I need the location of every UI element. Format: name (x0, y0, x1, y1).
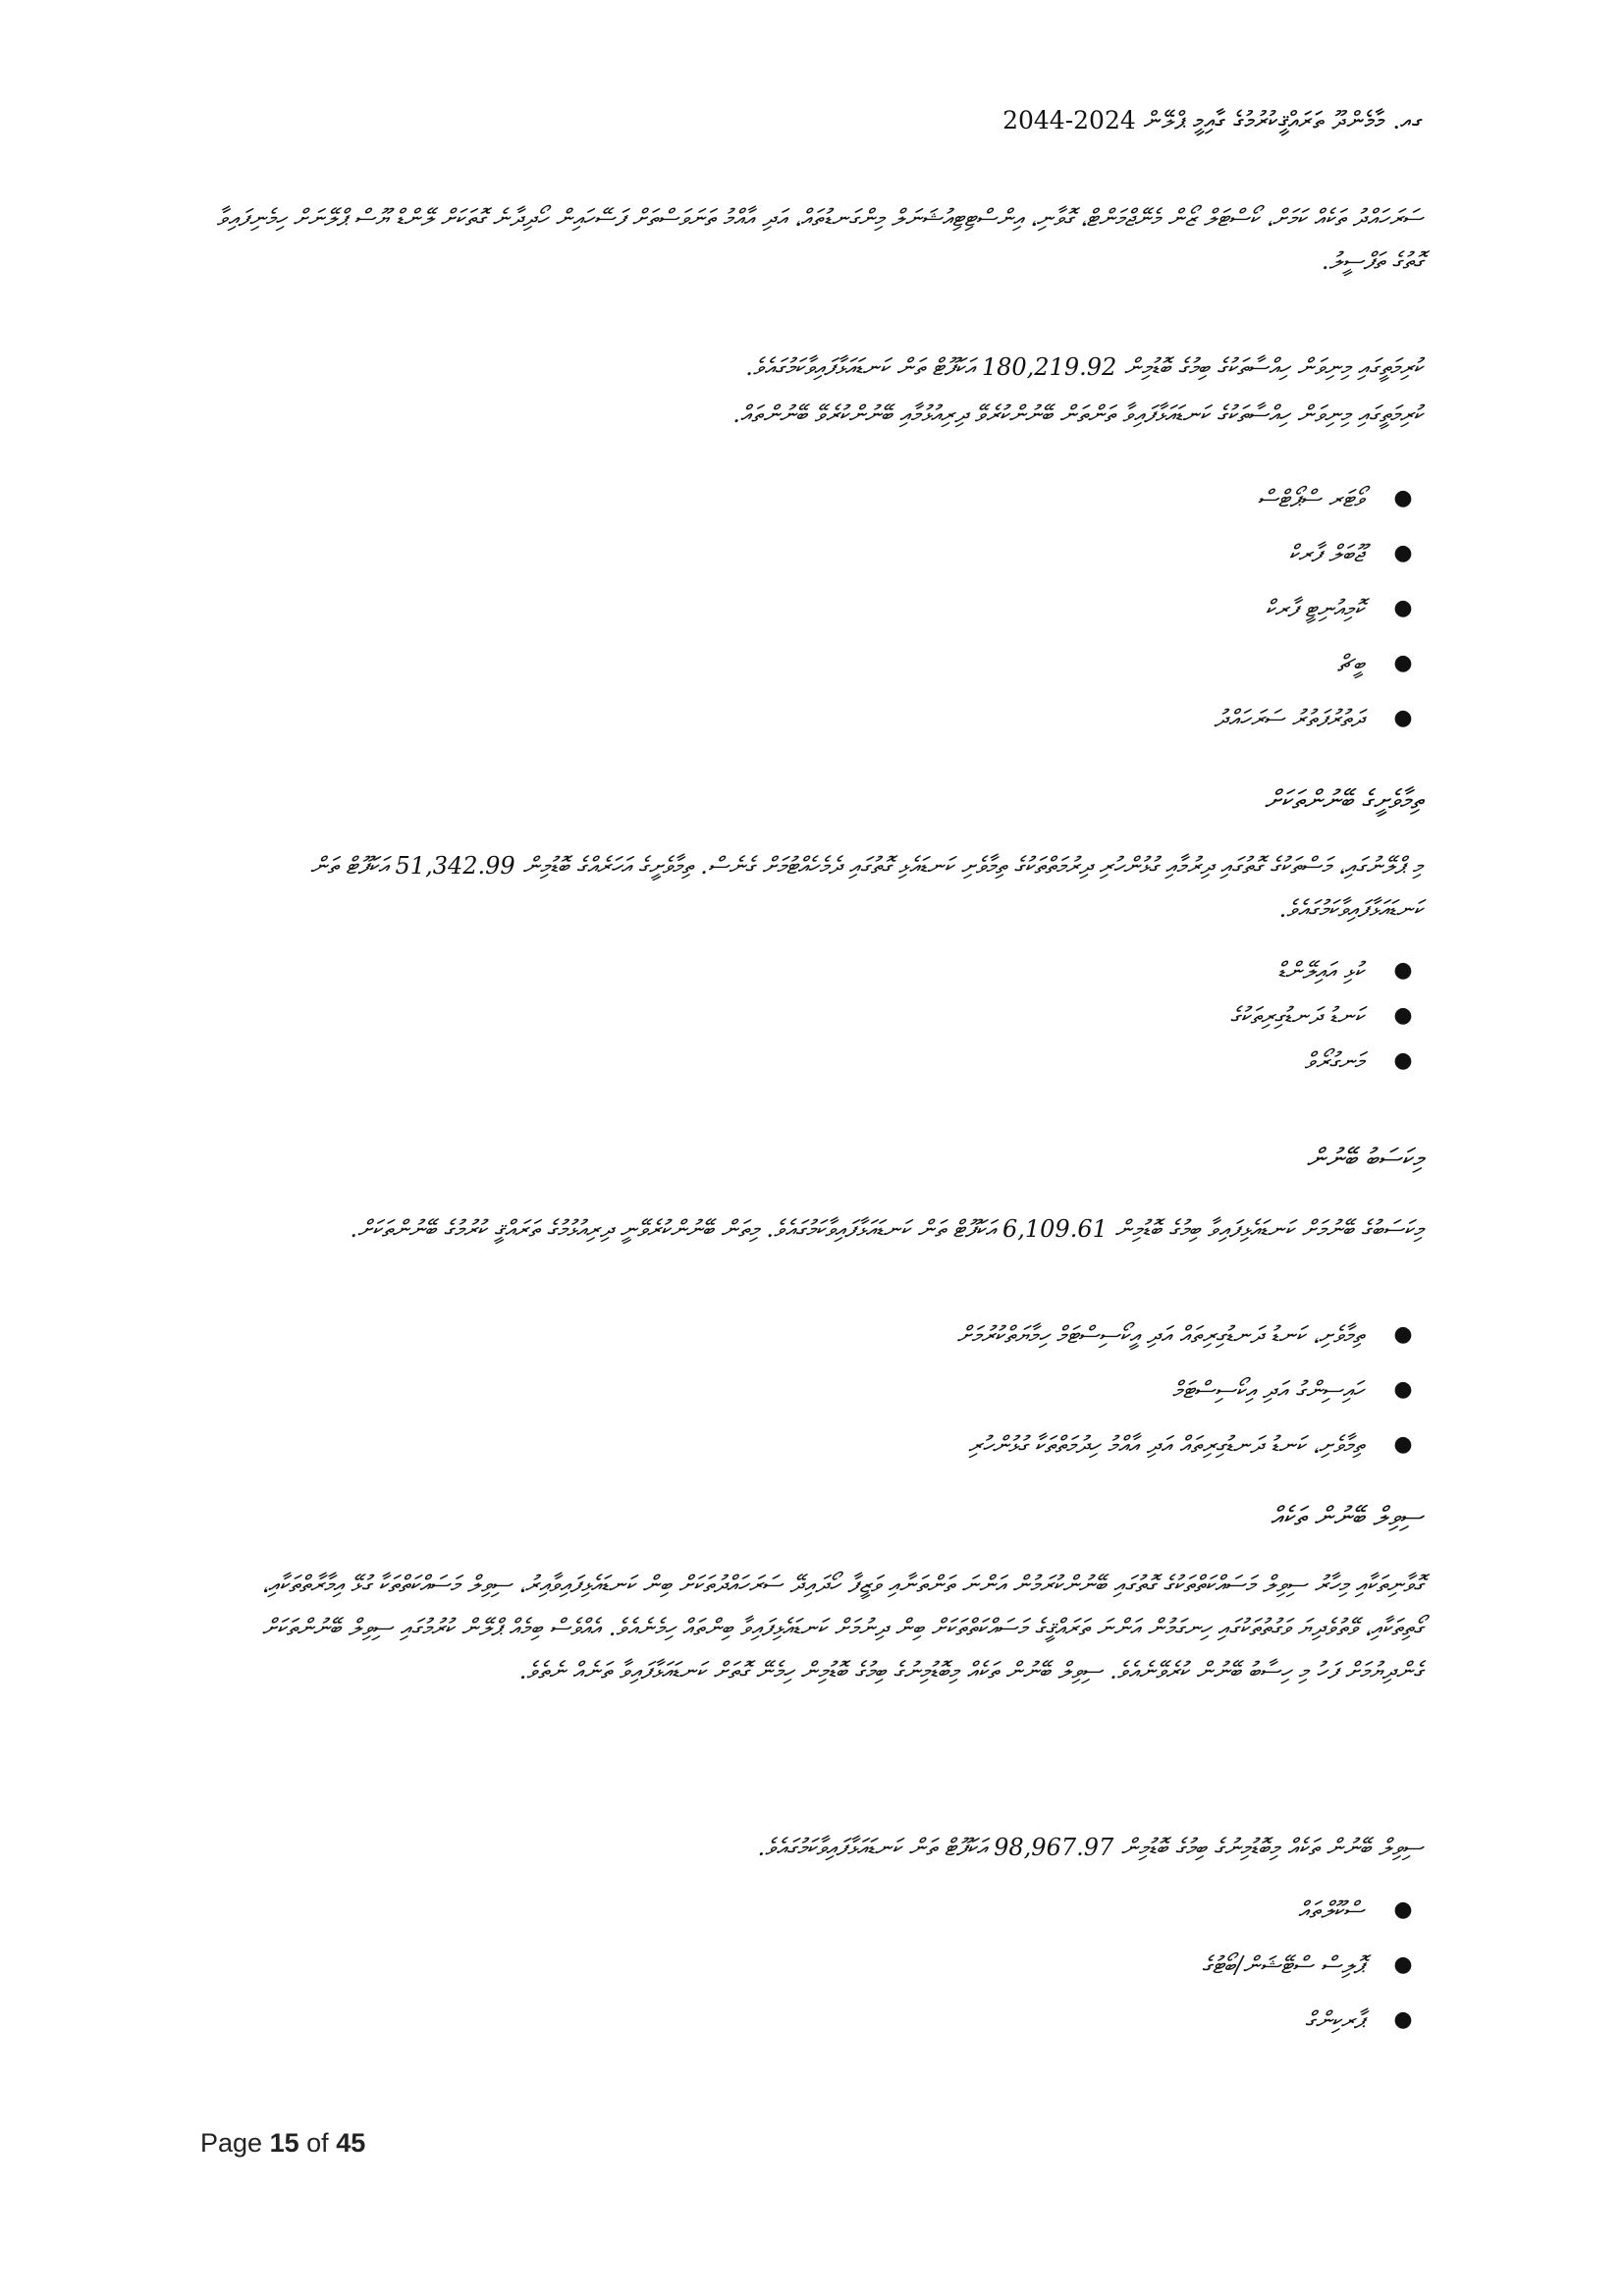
intro-paragraph-3: ކުރިމަތީގައި މިނިވަން ހިއްސާތަކުގެ ކަނޑައަޅާފައިވާ ތަންތަން ބޭނުންކުރެވޭ ދިރިއުޅުމާއި ބޭނުންކުރެވޭ ބޭނުންތައް. (732, 400, 1423, 428)
list-item: ● ދަތުރުފަތުރު ސަރަހައްދު (244, 691, 1423, 746)
list-item: ● ޕާރކިންގް (244, 1993, 1423, 2048)
list-item: ● ވޯޓަރ ސްޕޯޓްސް (244, 471, 1423, 526)
section-heading-civil: ސިވިލް ބޭނުން ތަކެއް (1270, 1502, 1423, 1532)
bullet-icon: ● (1393, 596, 1413, 620)
page-of: of (306, 2128, 329, 2158)
bullet-icon: ● (1393, 706, 1413, 730)
page-header: ގއ. މާމެންދޫ ތަރައްޤީކުރުމުގެ ގާއިމީ ޕްލޭން 2024-2044 (1002, 106, 1423, 134)
list-item: ● ހައިސިންގު އަދި އިކޯސިސްޓަމް (244, 1362, 1423, 1417)
list-item: ● ސްކޫލްތައް (244, 1883, 1423, 1938)
list-item: ● ކޮމިއުނިޓީ ފާރކް (244, 581, 1423, 636)
civil-paragraph-2: ސިވިލް ބޭނުން ތަކެއް މިބޮޑުމިނުގެ ބިމުގެ ބޮޑުމިން 98,967.97 އަކަފޫޓް ތަން ކަނޑައަޅާފައިވާކަމުގައެވެ. (757, 1834, 1423, 1861)
section-heading-environment: ތިމާވެށީގެ ބޭނުންތަކަށް (1264, 785, 1423, 816)
page-footer (200, 2128, 365, 2159)
land-use-list (244, 471, 1423, 746)
bullet-icon: ● (1393, 1048, 1413, 1073)
bullet-icon: ● (1393, 1322, 1413, 1347)
bullet-icon: ● (1393, 486, 1413, 510)
section-heading-fisheries: މިކަސަބު ބޭނުން (1306, 1144, 1423, 1174)
list-item: ● މަނގުރޯވް (244, 1039, 1423, 1084)
page-label: Page (200, 2128, 263, 2158)
bullet-icon: ● (1393, 2007, 1413, 2032)
fisheries-paragraph: މިކަސަބުގެ ބޭނުމަށް ކަނޑައެޅިފައިވާ ބިމުގެ ބޮޑުމިން 6,109.61 އަކަފޫޓް ތަން ކަނޑައަޅާފައިވާކަމުގައެވެ. މިތަން ބޭނުންކުރެވޭނީ ދިރިއުޅުމުގެ ތަރައްޤީ ކުރުމުގެ ބޭނުންތަކަށް. (350, 1215, 1423, 1243)
bullet-icon: ● (1393, 1952, 1413, 1977)
environment-list (244, 948, 1423, 1084)
environment-paragraph: މި ޕްލޭނުގައި، މަސްތަކުގެ ގޮތުގައި ދިރުމާއި ގުޅުންހުރި ދިރުމަތްތަކުގެ ތިމާވެށި ކަނޑައެޅި ގޮތުގައި ދެމެހެއްޓުމަށް ގެނެސް. ތިމާވެށީގެ އަހަރެއްގެ ބޮޑުމިން 51,342.99 އަކަފޫޓް ތަން ކަނޑައަޅާފައިވާކަމުގައެވެ. (309, 852, 1423, 923)
fisheries-list (244, 1308, 1423, 1472)
list-item: ● ޕޮލިސް ސްޓޭޝަން/ބޯޓުގެ (244, 1938, 1423, 1993)
civil-paragraph: ގޮވާނިތަކާއި މިހާރު ސިވިލް މަސައްކަތްތަކުގެ ގޮތުގައި ބޭނުންކުރަމުން އަންނަ ތަންތަނާއި ވަޒީފާ ހޯދައިދޭ ސަރަހައްދުތަކަށް ބިން ކަނޑައެޅިފައިވާއިރު، ސިވިލް މަސައްކަތްތަކާ ގުޅޭ އިމާރާތްތަކާއި، ގޯތިތަކާއި، ވޭތުވެދިޔަ ވަގުތުތަކުގައި ހިނގަމުން އަންނަ ތަރައްޤީގެ މަސައްކަތްތަކަށް ބިން ދިނުމަށް ކަނޑައެޅިފައިވާ ބިންތައް ހިމެނެއެވެ. އެއްވެސް ބިމެއް ޕްލޭން ކުރުމުގައި ސިވިލް ބޭނުންތަކަށް ގެންދިޔުމަށް ފަހު މި ހިސާބު ބޭނުން ކުރެވޭނެއެވެ. ސިވިލް ބޭނުން ތަކެއް މިބޮޑުމިނުގެ ބިމުގެ ބޮޑުމިން ހިމެނޭ ގޮތަށް ކަނޑައަޅާފައިވާ ތަނެއް ނެތެވެ. (261, 1571, 1423, 1684)
page-total: 45 (336, 2128, 366, 2158)
list-item: ● ބީޗް (244, 636, 1423, 691)
bullet-icon: ● (1393, 1377, 1413, 1402)
bullet-icon: ● (1393, 1003, 1413, 1028)
list-item: ● ޖޫބަލް ފާރކް (244, 526, 1423, 581)
page-number: 15 (269, 2128, 299, 2158)
bullet-icon: ● (1393, 1897, 1413, 1922)
bullet-icon: ● (1393, 1432, 1413, 1457)
bullet-icon: ● (1393, 958, 1413, 983)
bullet-icon: ● (1393, 541, 1413, 565)
intro-paragraph-2: ކުރިމަތީގައި މިނިވަން ހިއްސާތަކުގެ ބިމުގެ ބޮޑުމިން 180,219.92 އަކަފޫޓް ތަން ކަނޑައަޅާފައިވާކަމުގައެވެ. (745, 353, 1423, 381)
civil-list (244, 1883, 1423, 2048)
list-item: ● ކުޅި އައިލޭންޑް (244, 948, 1423, 993)
bullet-icon: ● (1393, 651, 1413, 675)
list-item: ● ކަނޑު ދަނޑުގިރިތަކުގެ (244, 993, 1423, 1039)
list-item: ● ތިމާވެށި، ކަނޑު ދަނޑުގިރިތައް އަދި އީކޯސިސްޓަމް ހިމާޔަތްކުރުމަށް (244, 1308, 1423, 1362)
intro-paragraph-1: ސަރަހައްދު ތަކެއް ކަމަށް، ކޯސްޓަލް ޒޯން މެނޭޖްމަންޓް، ގޮވާނި، އިންސްޓިޓިއުޝަނަލް މިންގަނޑުތައް، އަދި އާއްމު ތަނަވަސްތަށް ފަސޭހައިން ހޯދިދާނެ ގޮތަކަށް ލޭންޑް ޔޫސް ޕްލޭނަށް ހިމެނިފައިވާ ގޮތުގެ ތަފްސީލު. (216, 204, 1423, 275)
list-item: ● ތިމާވެށި، ކަނޑު ދަނޑުގިރިތައް އަދި އާއްމު ހިދުމަތްތަކާ ގުޅުންހުރި (244, 1417, 1423, 1472)
